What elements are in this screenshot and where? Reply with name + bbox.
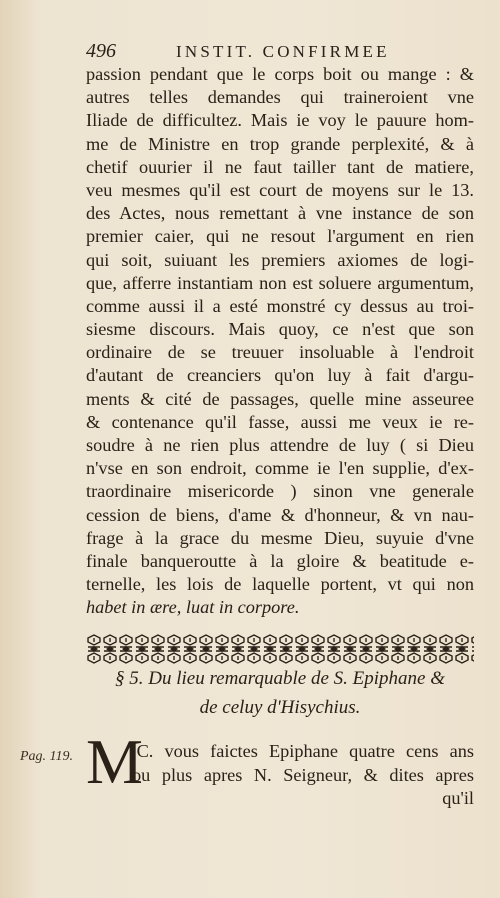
margin-note: Pag. 119. xyxy=(20,749,74,764)
text-line: ou plus apres N. Seigneur, & dites apres xyxy=(132,764,474,785)
text-line: & contenance qu'il fasse, aussi me veux ie re- xyxy=(86,411,474,432)
text-line: qui soit, suiuant les premiers axiomes de logi- xyxy=(86,249,474,270)
text-line: frage à la grace du mesme Dieu, suyuie d'vne xyxy=(86,527,474,548)
text-line: chetif ouurier il ne faut tailler tant de matiere, xyxy=(86,156,474,177)
text-line: comme aussi il a esté monstré cy dessus au troi- xyxy=(86,295,474,316)
running-head: INSTIT. CONFIRMEE xyxy=(176,42,390,61)
text-line: siesme discours. Mais quoy, ce n'est que son xyxy=(86,319,474,340)
catchword: qu'il xyxy=(442,788,474,808)
text-line: ordinaire de se treuuer insoluable à l'endroit xyxy=(86,342,474,363)
page-number: 496 xyxy=(86,40,116,62)
text-line: passion pendant que le corps boit ou mange : & xyxy=(86,64,474,84)
text-line: premier caier, qui ne resout l'argument en rien xyxy=(86,226,474,247)
text-line: ments & cité de passages, quelle mine asseuree xyxy=(86,388,474,409)
body-text xyxy=(86,63,474,620)
section-heading xyxy=(86,664,474,722)
fleuron-band-icon xyxy=(86,634,474,664)
text-line: n'vse en son endroit, comme ie l'en supplie, d'ex- xyxy=(86,458,474,479)
text-line: d'autant de creanciers qu'on luy à fait d'argu- xyxy=(86,365,474,386)
drop-cap: M xyxy=(86,726,143,797)
ornamental-border xyxy=(86,634,474,664)
text-line: traordinaire misericorde ) sinon vne generale xyxy=(86,481,474,502)
text-line: que, afferre instantiam non est soluere argumentum, xyxy=(86,272,474,293)
text-line-last: habet in ære, luat in corpore. xyxy=(86,597,300,618)
text-line: finale banqueroutte à la gloire & beatitude e- xyxy=(86,550,474,571)
text-line: cession de biens, d'ame & d'honneur, & vn nau- xyxy=(86,504,474,525)
text-line: .C. vous faictes Epiphane quatre cens ans xyxy=(132,741,474,761)
text-line: Iliade de difficultez. Mais ie voy le pauure hom- xyxy=(86,110,474,131)
text-line: ternelle, les lois de laquelle portent, vt qui non xyxy=(86,574,474,595)
text-line: me de Ministre en trop grande perplexité, & à xyxy=(86,133,474,154)
paragraph-text xyxy=(132,740,474,811)
text-line: autres telles demandes qui traineroient vne xyxy=(86,87,474,108)
text-line: veu mesmes qu'il est court de moyens sur le 13. xyxy=(86,179,474,200)
section-heading-line: de celuy d'Hisychius. xyxy=(199,697,361,718)
section-heading-line: § 5. Du lieu remarquable de S. Epiphane & xyxy=(115,668,445,689)
text-line: soudre à ne rien plus attendre de luy ( si Dieu xyxy=(86,435,474,455)
text-line: des Actes, nous remettant à vne instance de son xyxy=(86,203,474,224)
